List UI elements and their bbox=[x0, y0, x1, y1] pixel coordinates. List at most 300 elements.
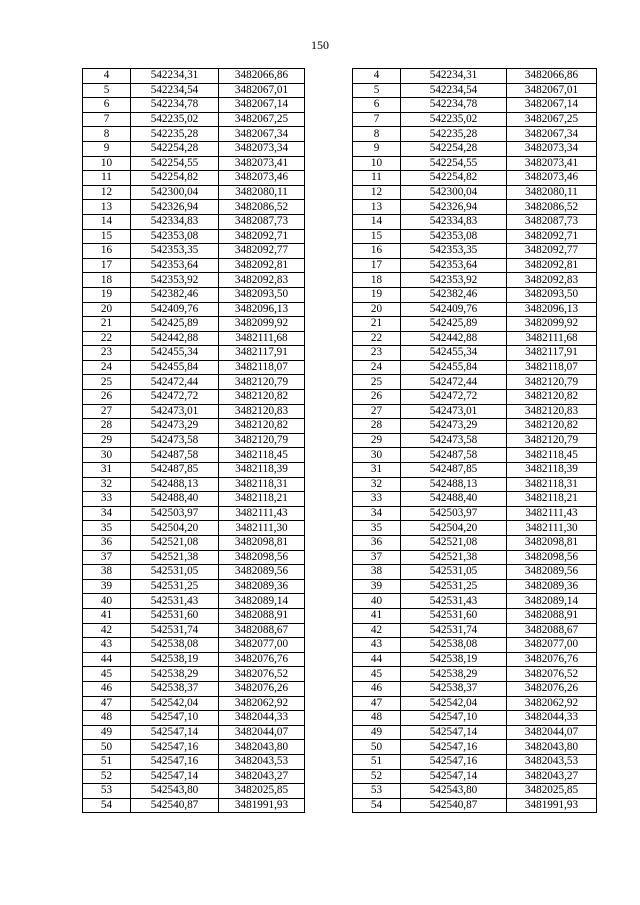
column-gap bbox=[305, 696, 353, 711]
table-row bbox=[83, 506, 597, 521]
table-row bbox=[83, 258, 597, 273]
left-y-coordinate-cell: 3482044,07 bbox=[219, 725, 305, 740]
left-point-number-cell: 31 bbox=[83, 463, 131, 478]
left-x-coordinate-cell: 542455,34 bbox=[131, 346, 219, 361]
left-x-coordinate-cell: 542234,78 bbox=[131, 98, 219, 113]
right-x-coordinate-cell: 542234,54 bbox=[401, 83, 507, 98]
left-y-coordinate-cell: 3482067,34 bbox=[219, 127, 305, 142]
left-y-coordinate-cell: 3482086,52 bbox=[219, 200, 305, 215]
left-point-number-cell: 23 bbox=[83, 346, 131, 361]
column-gap bbox=[305, 419, 353, 434]
right-point-number-cell: 45 bbox=[353, 667, 401, 682]
right-point-number-cell: 44 bbox=[353, 652, 401, 667]
left-y-coordinate-cell: 3482044,33 bbox=[219, 711, 305, 726]
right-point-number-cell: 50 bbox=[353, 740, 401, 755]
right-x-coordinate-cell: 542487,85 bbox=[401, 463, 507, 478]
table-row bbox=[83, 579, 597, 594]
left-point-number-cell: 46 bbox=[83, 681, 131, 696]
column-gap bbox=[305, 608, 353, 623]
table-row bbox=[83, 302, 597, 317]
left-y-coordinate-cell: 3481991,93 bbox=[219, 798, 305, 813]
left-point-number-cell: 17 bbox=[83, 258, 131, 273]
right-x-coordinate-cell: 542547,16 bbox=[401, 754, 507, 769]
right-x-coordinate-cell: 542538,37 bbox=[401, 681, 507, 696]
left-y-coordinate-cell: 3482118,45 bbox=[219, 448, 305, 463]
right-point-number-cell: 34 bbox=[353, 506, 401, 521]
column-gap bbox=[305, 127, 353, 142]
right-y-coordinate-cell: 3482043,27 bbox=[507, 769, 597, 784]
right-y-coordinate-cell: 3482080,11 bbox=[507, 185, 597, 200]
right-x-coordinate-cell: 542473,29 bbox=[401, 419, 507, 434]
right-point-number-cell: 53 bbox=[353, 784, 401, 799]
right-x-coordinate-cell: 542353,08 bbox=[401, 229, 507, 244]
right-y-coordinate-cell: 3482118,31 bbox=[507, 477, 597, 492]
right-point-number-cell: 41 bbox=[353, 608, 401, 623]
column-gap bbox=[305, 711, 353, 726]
column-gap bbox=[305, 404, 353, 419]
table-row bbox=[83, 477, 597, 492]
right-x-coordinate-cell: 542547,14 bbox=[401, 725, 507, 740]
right-y-coordinate-cell: 3482089,14 bbox=[507, 594, 597, 609]
left-point-number-cell: 28 bbox=[83, 419, 131, 434]
right-y-coordinate-cell: 3482087,73 bbox=[507, 214, 597, 229]
right-point-number-cell: 23 bbox=[353, 346, 401, 361]
left-x-coordinate-cell: 542254,28 bbox=[131, 141, 219, 156]
left-y-coordinate-cell: 3482118,21 bbox=[219, 492, 305, 507]
left-point-number-cell: 5 bbox=[83, 83, 131, 98]
right-point-number-cell: 37 bbox=[353, 550, 401, 565]
left-x-coordinate-cell: 542542,04 bbox=[131, 696, 219, 711]
right-y-coordinate-cell: 3482099,92 bbox=[507, 317, 597, 332]
left-y-coordinate-cell: 3482111,30 bbox=[219, 521, 305, 536]
left-x-coordinate-cell: 542488,40 bbox=[131, 492, 219, 507]
column-gap bbox=[305, 433, 353, 448]
table-row bbox=[83, 98, 597, 113]
table-row bbox=[83, 69, 597, 84]
right-x-coordinate-cell: 542425,89 bbox=[401, 317, 507, 332]
left-point-number-cell: 39 bbox=[83, 579, 131, 594]
left-x-coordinate-cell: 542547,10 bbox=[131, 711, 219, 726]
right-y-coordinate-cell: 3482118,45 bbox=[507, 448, 597, 463]
right-point-number-cell: 7 bbox=[353, 112, 401, 127]
left-y-coordinate-cell: 3482077,00 bbox=[219, 638, 305, 653]
left-x-coordinate-cell: 542538,29 bbox=[131, 667, 219, 682]
left-y-coordinate-cell: 3482118,39 bbox=[219, 463, 305, 478]
right-y-coordinate-cell: 3482043,80 bbox=[507, 740, 597, 755]
right-y-coordinate-cell: 3482066,86 bbox=[507, 69, 597, 84]
left-x-coordinate-cell: 542300,04 bbox=[131, 185, 219, 200]
right-point-number-cell: 51 bbox=[353, 754, 401, 769]
table-row bbox=[83, 360, 597, 375]
left-y-coordinate-cell: 3482088,67 bbox=[219, 623, 305, 638]
column-gap bbox=[305, 740, 353, 755]
left-x-coordinate-cell: 542234,31 bbox=[131, 69, 219, 84]
left-point-number-cell: 43 bbox=[83, 638, 131, 653]
column-gap bbox=[305, 375, 353, 390]
left-x-coordinate-cell: 542531,05 bbox=[131, 565, 219, 580]
right-y-coordinate-cell: 3482111,68 bbox=[507, 331, 597, 346]
right-y-coordinate-cell: 3482076,52 bbox=[507, 667, 597, 682]
table-row bbox=[83, 550, 597, 565]
right-y-coordinate-cell: 3482073,41 bbox=[507, 156, 597, 171]
right-x-coordinate-cell: 542472,44 bbox=[401, 375, 507, 390]
left-x-coordinate-cell: 542547,16 bbox=[131, 740, 219, 755]
left-point-number-cell: 25 bbox=[83, 375, 131, 390]
left-y-coordinate-cell: 3482117,91 bbox=[219, 346, 305, 361]
left-y-coordinate-cell: 3482062,92 bbox=[219, 696, 305, 711]
left-y-coordinate-cell: 3482099,92 bbox=[219, 317, 305, 332]
column-gap bbox=[305, 141, 353, 156]
right-x-coordinate-cell: 542234,78 bbox=[401, 98, 507, 113]
left-x-coordinate-cell: 542547,14 bbox=[131, 725, 219, 740]
table-row bbox=[83, 244, 597, 259]
column-gap bbox=[305, 83, 353, 98]
left-x-coordinate-cell: 542540,87 bbox=[131, 798, 219, 813]
left-point-number-cell: 29 bbox=[83, 433, 131, 448]
left-point-number-cell: 20 bbox=[83, 302, 131, 317]
right-y-coordinate-cell: 3482117,91 bbox=[507, 346, 597, 361]
column-gap bbox=[305, 112, 353, 127]
left-y-coordinate-cell: 3482073,34 bbox=[219, 141, 305, 156]
right-x-coordinate-cell: 542254,55 bbox=[401, 156, 507, 171]
column-gap bbox=[305, 798, 353, 813]
left-point-number-cell: 16 bbox=[83, 244, 131, 259]
left-point-number-cell: 27 bbox=[83, 404, 131, 419]
left-x-coordinate-cell: 542488,13 bbox=[131, 477, 219, 492]
table-row bbox=[83, 638, 597, 653]
column-gap bbox=[305, 536, 353, 551]
right-x-coordinate-cell: 542235,28 bbox=[401, 127, 507, 142]
column-gap bbox=[305, 652, 353, 667]
right-y-coordinate-cell: 3482067,14 bbox=[507, 98, 597, 113]
right-point-number-cell: 15 bbox=[353, 229, 401, 244]
table-row bbox=[83, 594, 597, 609]
table-row bbox=[83, 623, 597, 638]
right-x-coordinate-cell: 542353,35 bbox=[401, 244, 507, 259]
right-point-number-cell: 24 bbox=[353, 360, 401, 375]
column-gap bbox=[305, 258, 353, 273]
left-x-coordinate-cell: 542353,08 bbox=[131, 229, 219, 244]
left-point-number-cell: 41 bbox=[83, 608, 131, 623]
right-y-coordinate-cell: 3482120,79 bbox=[507, 433, 597, 448]
left-point-number-cell: 13 bbox=[83, 200, 131, 215]
right-y-coordinate-cell: 3482073,34 bbox=[507, 141, 597, 156]
left-point-number-cell: 53 bbox=[83, 784, 131, 799]
table-row bbox=[83, 346, 597, 361]
column-gap bbox=[305, 331, 353, 346]
left-y-coordinate-cell: 3482073,41 bbox=[219, 156, 305, 171]
table-row bbox=[83, 83, 597, 98]
right-y-coordinate-cell: 3482120,79 bbox=[507, 375, 597, 390]
left-y-coordinate-cell: 3482088,91 bbox=[219, 608, 305, 623]
left-y-coordinate-cell: 3482025,85 bbox=[219, 784, 305, 799]
left-point-number-cell: 54 bbox=[83, 798, 131, 813]
left-x-coordinate-cell: 542234,54 bbox=[131, 83, 219, 98]
table-row bbox=[83, 404, 597, 419]
left-y-coordinate-cell: 3482089,36 bbox=[219, 579, 305, 594]
left-point-number-cell: 52 bbox=[83, 769, 131, 784]
table-row bbox=[83, 521, 597, 536]
right-y-coordinate-cell: 3482120,83 bbox=[507, 404, 597, 419]
column-gap bbox=[305, 638, 353, 653]
column-gap bbox=[305, 287, 353, 302]
left-y-coordinate-cell: 3482043,53 bbox=[219, 754, 305, 769]
left-x-coordinate-cell: 542538,08 bbox=[131, 638, 219, 653]
left-y-coordinate-cell: 3482120,79 bbox=[219, 375, 305, 390]
right-y-coordinate-cell: 3482088,67 bbox=[507, 623, 597, 638]
left-y-coordinate-cell: 3482120,82 bbox=[219, 419, 305, 434]
right-x-coordinate-cell: 542531,25 bbox=[401, 579, 507, 594]
left-x-coordinate-cell: 542254,55 bbox=[131, 156, 219, 171]
column-gap bbox=[305, 492, 353, 507]
column-gap bbox=[305, 244, 353, 259]
right-point-number-cell: 48 bbox=[353, 711, 401, 726]
right-y-coordinate-cell: 3482089,56 bbox=[507, 565, 597, 580]
right-y-coordinate-cell: 3482118,07 bbox=[507, 360, 597, 375]
right-point-number-cell: 5 bbox=[353, 83, 401, 98]
right-y-coordinate-cell: 3482025,85 bbox=[507, 784, 597, 799]
column-gap bbox=[305, 200, 353, 215]
right-point-number-cell: 20 bbox=[353, 302, 401, 317]
right-x-coordinate-cell: 542521,08 bbox=[401, 536, 507, 551]
right-x-coordinate-cell: 542472,72 bbox=[401, 390, 507, 405]
left-point-number-cell: 34 bbox=[83, 506, 131, 521]
right-y-coordinate-cell: 3482076,76 bbox=[507, 652, 597, 667]
left-x-coordinate-cell: 542531,74 bbox=[131, 623, 219, 638]
left-x-coordinate-cell: 542473,29 bbox=[131, 419, 219, 434]
left-point-number-cell: 12 bbox=[83, 185, 131, 200]
column-gap bbox=[305, 784, 353, 799]
left-y-coordinate-cell: 3482076,76 bbox=[219, 652, 305, 667]
table-row bbox=[83, 784, 597, 799]
table-row bbox=[83, 287, 597, 302]
column-gap bbox=[305, 390, 353, 405]
column-gap bbox=[305, 171, 353, 186]
right-point-number-cell: 8 bbox=[353, 127, 401, 142]
right-x-coordinate-cell: 542540,87 bbox=[401, 798, 507, 813]
right-point-number-cell: 14 bbox=[353, 214, 401, 229]
right-x-coordinate-cell: 542382,46 bbox=[401, 287, 507, 302]
left-x-coordinate-cell: 542547,16 bbox=[131, 754, 219, 769]
right-point-number-cell: 31 bbox=[353, 463, 401, 478]
left-point-number-cell: 51 bbox=[83, 754, 131, 769]
left-x-coordinate-cell: 542326,94 bbox=[131, 200, 219, 215]
right-y-coordinate-cell: 3482088,91 bbox=[507, 608, 597, 623]
table-row bbox=[83, 754, 597, 769]
table-row bbox=[83, 375, 597, 390]
table-row bbox=[83, 390, 597, 405]
right-point-number-cell: 49 bbox=[353, 725, 401, 740]
left-x-coordinate-cell: 542334,83 bbox=[131, 214, 219, 229]
table-row bbox=[83, 448, 597, 463]
right-point-number-cell: 43 bbox=[353, 638, 401, 653]
left-point-number-cell: 18 bbox=[83, 273, 131, 288]
left-x-coordinate-cell: 542409,76 bbox=[131, 302, 219, 317]
left-point-number-cell: 33 bbox=[83, 492, 131, 507]
left-y-coordinate-cell: 3482043,80 bbox=[219, 740, 305, 755]
table-row bbox=[83, 740, 597, 755]
right-point-number-cell: 21 bbox=[353, 317, 401, 332]
left-point-number-cell: 14 bbox=[83, 214, 131, 229]
right-x-coordinate-cell: 542542,04 bbox=[401, 696, 507, 711]
right-x-coordinate-cell: 542488,13 bbox=[401, 477, 507, 492]
table-row bbox=[83, 565, 597, 580]
page-number: 150 bbox=[311, 38, 329, 52]
left-point-number-cell: 50 bbox=[83, 740, 131, 755]
column-gap bbox=[305, 506, 353, 521]
left-y-coordinate-cell: 3482096,13 bbox=[219, 302, 305, 317]
left-x-coordinate-cell: 542487,58 bbox=[131, 448, 219, 463]
left-x-coordinate-cell: 542472,72 bbox=[131, 390, 219, 405]
right-x-coordinate-cell: 542353,64 bbox=[401, 258, 507, 273]
column-gap bbox=[305, 477, 353, 492]
table-row bbox=[83, 681, 597, 696]
right-y-coordinate-cell: 3482093,50 bbox=[507, 287, 597, 302]
left-point-number-cell: 38 bbox=[83, 565, 131, 580]
right-point-number-cell: 26 bbox=[353, 390, 401, 405]
left-x-coordinate-cell: 542531,25 bbox=[131, 579, 219, 594]
left-point-number-cell: 49 bbox=[83, 725, 131, 740]
column-gap bbox=[305, 273, 353, 288]
left-point-number-cell: 42 bbox=[83, 623, 131, 638]
column-gap bbox=[305, 229, 353, 244]
right-point-number-cell: 40 bbox=[353, 594, 401, 609]
right-x-coordinate-cell: 542254,28 bbox=[401, 141, 507, 156]
right-x-coordinate-cell: 542300,04 bbox=[401, 185, 507, 200]
right-x-coordinate-cell: 542353,92 bbox=[401, 273, 507, 288]
table-row bbox=[83, 711, 597, 726]
right-x-coordinate-cell: 542442,88 bbox=[401, 331, 507, 346]
table-row bbox=[83, 127, 597, 142]
right-y-coordinate-cell: 3482089,36 bbox=[507, 579, 597, 594]
left-y-coordinate-cell: 3482120,82 bbox=[219, 390, 305, 405]
right-point-number-cell: 39 bbox=[353, 579, 401, 594]
column-gap bbox=[305, 623, 353, 638]
column-gap bbox=[305, 521, 353, 536]
right-y-coordinate-cell: 3482092,83 bbox=[507, 273, 597, 288]
left-x-coordinate-cell: 542473,01 bbox=[131, 404, 219, 419]
right-x-coordinate-cell: 542473,58 bbox=[401, 433, 507, 448]
right-x-coordinate-cell: 542503,97 bbox=[401, 506, 507, 521]
right-x-coordinate-cell: 542473,01 bbox=[401, 404, 507, 419]
right-y-coordinate-cell: 3482073,46 bbox=[507, 171, 597, 186]
table-row bbox=[83, 156, 597, 171]
left-x-coordinate-cell: 542455,84 bbox=[131, 360, 219, 375]
right-point-number-cell: 47 bbox=[353, 696, 401, 711]
left-point-number-cell: 9 bbox=[83, 141, 131, 156]
left-y-coordinate-cell: 3482043,27 bbox=[219, 769, 305, 784]
left-y-coordinate-cell: 3482092,81 bbox=[219, 258, 305, 273]
table-row bbox=[83, 273, 597, 288]
right-point-number-cell: 4 bbox=[353, 69, 401, 84]
column-gap bbox=[305, 346, 353, 361]
right-point-number-cell: 13 bbox=[353, 200, 401, 215]
table-row bbox=[83, 696, 597, 711]
right-y-coordinate-cell: 3482062,92 bbox=[507, 696, 597, 711]
right-y-coordinate-cell: 3482111,43 bbox=[507, 506, 597, 521]
right-x-coordinate-cell: 542409,76 bbox=[401, 302, 507, 317]
right-point-number-cell: 38 bbox=[353, 565, 401, 580]
table-row bbox=[83, 171, 597, 186]
column-gap bbox=[305, 463, 353, 478]
left-y-coordinate-cell: 3482092,77 bbox=[219, 244, 305, 259]
table-row bbox=[83, 536, 597, 551]
right-x-coordinate-cell: 542547,10 bbox=[401, 711, 507, 726]
left-y-coordinate-cell: 3482067,25 bbox=[219, 112, 305, 127]
left-x-coordinate-cell: 542503,97 bbox=[131, 506, 219, 521]
right-y-coordinate-cell: 3482043,53 bbox=[507, 754, 597, 769]
column-gap bbox=[305, 550, 353, 565]
right-y-coordinate-cell: 3482067,01 bbox=[507, 83, 597, 98]
column-gap bbox=[305, 185, 353, 200]
left-y-coordinate-cell: 3482076,52 bbox=[219, 667, 305, 682]
right-x-coordinate-cell: 542538,29 bbox=[401, 667, 507, 682]
left-point-number-cell: 30 bbox=[83, 448, 131, 463]
right-y-coordinate-cell: 3482096,13 bbox=[507, 302, 597, 317]
right-y-coordinate-cell: 3481991,93 bbox=[507, 798, 597, 813]
right-x-coordinate-cell: 542538,19 bbox=[401, 652, 507, 667]
table-row bbox=[83, 667, 597, 682]
right-x-coordinate-cell: 542547,16 bbox=[401, 740, 507, 755]
right-x-coordinate-cell: 542521,38 bbox=[401, 550, 507, 565]
left-point-number-cell: 4 bbox=[83, 69, 131, 84]
left-y-coordinate-cell: 3482066,86 bbox=[219, 69, 305, 84]
right-x-coordinate-cell: 542531,43 bbox=[401, 594, 507, 609]
right-point-number-cell: 42 bbox=[353, 623, 401, 638]
column-gap bbox=[305, 769, 353, 784]
right-point-number-cell: 33 bbox=[353, 492, 401, 507]
left-point-number-cell: 48 bbox=[83, 711, 131, 726]
left-y-coordinate-cell: 3482092,83 bbox=[219, 273, 305, 288]
left-y-coordinate-cell: 3482111,43 bbox=[219, 506, 305, 521]
left-x-coordinate-cell: 542235,02 bbox=[131, 112, 219, 127]
coordinates-table-body bbox=[83, 69, 597, 813]
left-y-coordinate-cell: 3482093,50 bbox=[219, 287, 305, 302]
table-row bbox=[83, 652, 597, 667]
left-point-number-cell: 15 bbox=[83, 229, 131, 244]
right-point-number-cell: 36 bbox=[353, 536, 401, 551]
left-x-coordinate-cell: 542425,89 bbox=[131, 317, 219, 332]
left-point-number-cell: 44 bbox=[83, 652, 131, 667]
left-point-number-cell: 10 bbox=[83, 156, 131, 171]
right-y-coordinate-cell: 3482098,56 bbox=[507, 550, 597, 565]
right-point-number-cell: 22 bbox=[353, 331, 401, 346]
right-point-number-cell: 27 bbox=[353, 404, 401, 419]
left-y-coordinate-cell: 3482118,31 bbox=[219, 477, 305, 492]
right-x-coordinate-cell: 542234,31 bbox=[401, 69, 507, 84]
right-x-coordinate-cell: 542254,82 bbox=[401, 171, 507, 186]
right-x-coordinate-cell: 542334,83 bbox=[401, 214, 507, 229]
table-row bbox=[83, 798, 597, 813]
right-y-coordinate-cell: 3482092,71 bbox=[507, 229, 597, 244]
left-x-coordinate-cell: 542538,19 bbox=[131, 652, 219, 667]
table-row bbox=[83, 200, 597, 215]
left-x-coordinate-cell: 542521,08 bbox=[131, 536, 219, 551]
left-y-coordinate-cell: 3482087,73 bbox=[219, 214, 305, 229]
column-gap bbox=[305, 317, 353, 332]
right-y-coordinate-cell: 3482118,21 bbox=[507, 492, 597, 507]
table-row bbox=[83, 317, 597, 332]
column-gap bbox=[305, 594, 353, 609]
table-row bbox=[83, 433, 597, 448]
right-x-coordinate-cell: 542455,84 bbox=[401, 360, 507, 375]
left-x-coordinate-cell: 542353,64 bbox=[131, 258, 219, 273]
right-point-number-cell: 19 bbox=[353, 287, 401, 302]
column-gap bbox=[305, 681, 353, 696]
left-y-coordinate-cell: 3482111,68 bbox=[219, 331, 305, 346]
left-x-coordinate-cell: 542235,28 bbox=[131, 127, 219, 142]
right-point-number-cell: 28 bbox=[353, 419, 401, 434]
